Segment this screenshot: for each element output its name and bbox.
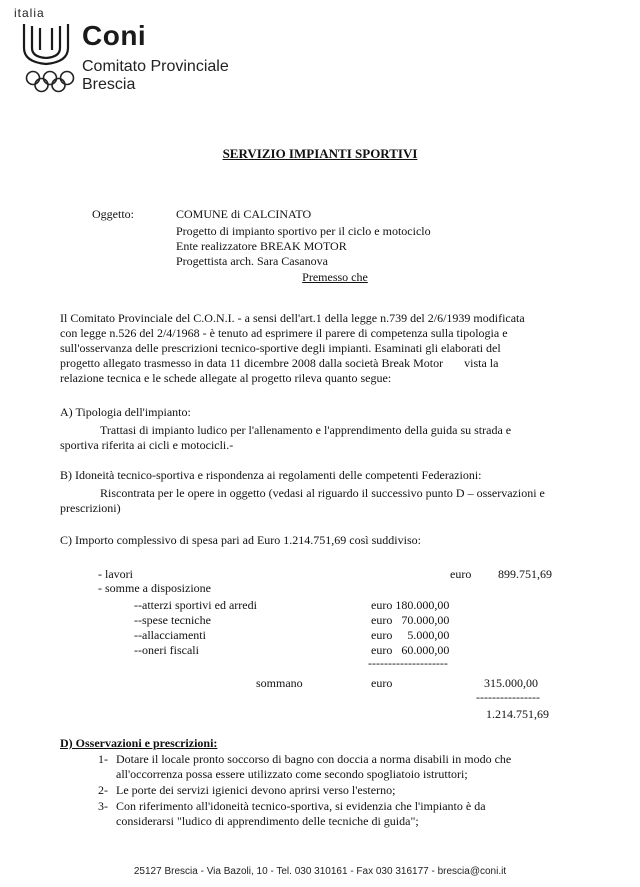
- observation-text: [116, 799, 588, 829]
- logo-coni-text: Coni: [82, 20, 147, 51]
- section-a-body: [60, 423, 588, 453]
- observation-number: 2-: [98, 783, 108, 797]
- document-title: SERVIZIO IMPIANTI SPORTIVI: [222, 146, 418, 161]
- cost-sublabel: --allacciamenti: [134, 628, 206, 642]
- subject-line: Ente realizzatore BREAK MOTOR: [176, 239, 347, 253]
- intro-line: progetto allegato trasmesso in data 11 dicembre 2008 dalla società Break Motor vista la: [60, 356, 499, 370]
- subject-label: Oggetto:: [92, 207, 134, 221]
- section-d-heading: D) Osservazioni e prescrizioni:: [60, 736, 218, 750]
- letterhead-subtitle: Comitato Provinciale: [82, 58, 229, 75]
- cost-amount: 899.751,69: [498, 567, 552, 581]
- cost-separator: [0, 656, 640, 672]
- section-b-body: [60, 486, 588, 516]
- intro-line: con legge n.526 del 2/4/1968 - è tenuto ad esprimere il parere di competenza sulla tipologia e: [60, 326, 508, 340]
- section-a-heading: A) Tipologia dell'impianto:: [60, 405, 191, 419]
- cost-sublabel: --atterzi sportivi ed arredi: [134, 598, 257, 612]
- intro-paragraph: [60, 311, 588, 386]
- section-b-heading: B) Idoneità tecnico-sportiva e rispondenza ai regolamenti delle competenti Federazioni:: [60, 468, 482, 482]
- cost-subvalue: euro 60.000,00: [371, 643, 450, 657]
- cost-subitem: [0, 598, 640, 614]
- separator-line: ----------------: [476, 690, 540, 704]
- observation-item: [98, 752, 590, 784]
- cost-label: - somme a disposizione: [98, 581, 211, 595]
- cost-sublabel: --spese tecniche: [134, 613, 211, 627]
- cost-sublabel: --oneri fiscali: [134, 643, 199, 657]
- cost-subitem: [0, 613, 640, 629]
- footer-address: 25127 Brescia - Via Bazoli, 10 - Tel. 030 310161 - Fax 030 316177 - brescia@coni.it: [133, 866, 507, 877]
- observation-text: [116, 783, 588, 798]
- observation-line: Con riferimento all'idoneità tecnico-sportiva, si evidenzia che l'impianto è da: [116, 799, 486, 813]
- logo-italia-text: italia: [14, 6, 45, 20]
- coni-emblem-icon: [16, 18, 76, 70]
- observation-item: [98, 799, 590, 831]
- intro-line: Il Comitato Provinciale del C.O.N.I. - a sensi dell'art.1 della legge n.739 del 2/6/1939 modificata: [60, 311, 525, 325]
- section-c-heading: C) Importo complessivo di spesa pari ad Euro 1.214.751,69 così suddiviso:: [60, 533, 421, 547]
- cost-amount: 315.000,00: [484, 676, 538, 690]
- cost-currency: euro: [450, 567, 472, 581]
- intro-line: sull'osservanza delle prescrizioni tecnico-sportive degli impianti. Esaminati gli elaborati del: [60, 341, 501, 355]
- section-b-line: prescrizioni): [60, 501, 121, 515]
- olympic-rings-icon: [24, 70, 76, 94]
- observation-number: 1-: [98, 752, 108, 766]
- section-b-line: Riscontrata per le opere in oggetto (vedasi al riguardo il successivo punto D – osservazioni e: [100, 486, 545, 500]
- observation-item: [98, 783, 590, 799]
- subject-line: COMUNE di CALCINATO: [176, 207, 312, 221]
- observation-line: all'occorrenza possa essere utilizzato come secondo spogliatoio istruttori;: [116, 767, 468, 781]
- cost-subvalue: euro 70.000,00: [371, 613, 450, 627]
- cost-row-somme: [0, 581, 640, 597]
- cost-subvalue: euro 5.000,00: [371, 628, 450, 642]
- observation-number: 3-: [98, 799, 108, 813]
- subject-line: Progettista arch. Sara Casanova: [176, 254, 328, 268]
- cost-label: - lavori: [98, 567, 133, 581]
- cost-row-total: [0, 707, 640, 723]
- observation-text: [116, 752, 588, 782]
- cost-separator: [0, 690, 640, 706]
- section-a-line: Trattasi di impianto ludico per l'allenamento e l'apprendimento della guida su strada e: [100, 423, 512, 437]
- observation-line: Le porte dei servizi igienici devono aprirsi verso l'esterno;: [116, 783, 396, 797]
- observation-line: Dotare il locale pronto soccorso di bagno con doccia a norma disabili in modo che: [116, 752, 512, 766]
- observation-line: considerarsi "ludico di apprendimento delle tecniche di guida";: [116, 814, 419, 828]
- cost-subvalue: euro 180.000,00: [371, 598, 450, 612]
- cost-label: sommano: [256, 676, 303, 690]
- section-a-line: sportiva riferita ai cicli e motocicli.-: [60, 438, 234, 452]
- cost-currency: euro: [371, 676, 393, 690]
- cost-total: 1.214.751,69: [486, 707, 549, 721]
- subject-line: Progetto di impianto sportivo per il ciclo e motociclo: [176, 224, 431, 238]
- intro-line: relazione tecnica e le schede allegate al progetto rileva quanto segue:: [60, 371, 392, 385]
- premesso-heading: Premesso che: [302, 270, 368, 284]
- letterhead-city: Brescia: [82, 76, 136, 93]
- cost-subitem: [0, 628, 640, 644]
- separator-line: --------------------: [368, 656, 448, 670]
